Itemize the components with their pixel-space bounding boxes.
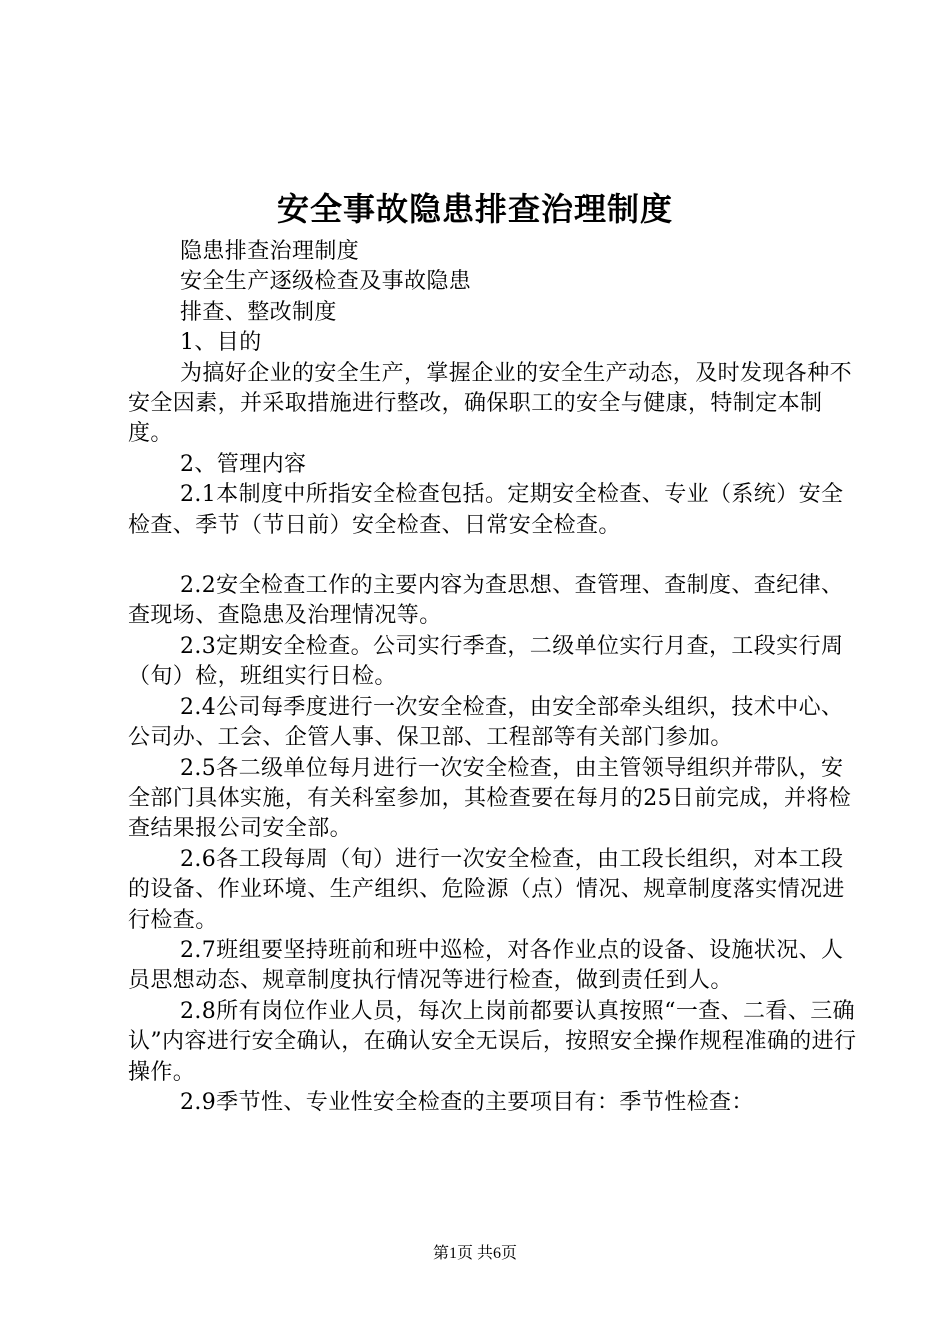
paragraph-2-8: 2.8所有岗位作业人员，每次上岗前都要认真按照“一查、二看、三确认”内容进行安全确认，在确认安全无误后，按照安全操作规程准确的进行操作。: [128, 998, 857, 1085]
paragraph-2-6: 2.6各工段每周（旬）进行一次安全检查，由工段长组织，对本工段的设备、作业环境、生产组织、危险源（点）情况、规章制度落实情况进行检查。: [128, 846, 845, 933]
paragraph-2-3: 2.3定期安全检查。公司实行季查，二级单位实行月查，工段实行周（旬）检，班组实行日检。: [128, 633, 844, 690]
paragraph-2-9: 2.9季节性、专业性安全检查的主要项目有：季节性检查：: [180, 1089, 754, 1115]
paragraph-2-1: 2.1本制度中所指安全检查包括。定期安全检查、专业（系统）安全检查、季节（节日前）安全检查、日常安全检查。: [128, 482, 844, 538]
blank-line: [128, 541, 858, 571]
paragraph-2-7: 2.7班组要坚持班前和班中巡检，对各作业点的设备、设施状况、人员思想动态、规章制度执行情况等进行检查，做到责任到人。: [128, 937, 844, 994]
paragraph-purpose: 为搞好企业的安全生产，掌握企业的安全生产动态，及时发现各种不安全因素，并采取措施进行整改，确保职工的安全与健康，特制定本制度。: [128, 360, 853, 447]
section-heading-purpose: 1、目的: [180, 330, 262, 356]
paragraph-2-2: 2.2安全检查工作的主要内容为查思想、查管理、查制度、查纪律、查现场、查隐患及治理情况等。: [128, 573, 844, 629]
paragraph-2-4: 2.4公司每季度进行一次安全检查，由安全部牵头组织，技术中心、公司办、工会、企管人事、保卫部、工程部等有关部门参加。: [128, 694, 844, 751]
paragraph-subtitle-2: 安全生产逐级检查及事故隐患: [180, 269, 472, 295]
paragraph-subtitle-1: 隐患排查治理制度: [180, 239, 360, 264]
document-title: 安全事故隐患排查治理制度: [276, 190, 673, 228]
section-heading-management: 2、管理内容: [180, 451, 307, 477]
paragraph-2-5: 2.5各二级单位每月进行一次安全检查，由主管领导组织并带队，安全部门具体实施，有关科室参加，其检查要在每月的25日前完成，并将检查结果报公司安全部。: [128, 755, 852, 842]
document-body: [128, 237, 858, 1118]
paragraph-subtitle-3: 排查、整改制度: [180, 299, 337, 325]
page-footer: 第1页 共6页: [432, 1245, 517, 1262]
